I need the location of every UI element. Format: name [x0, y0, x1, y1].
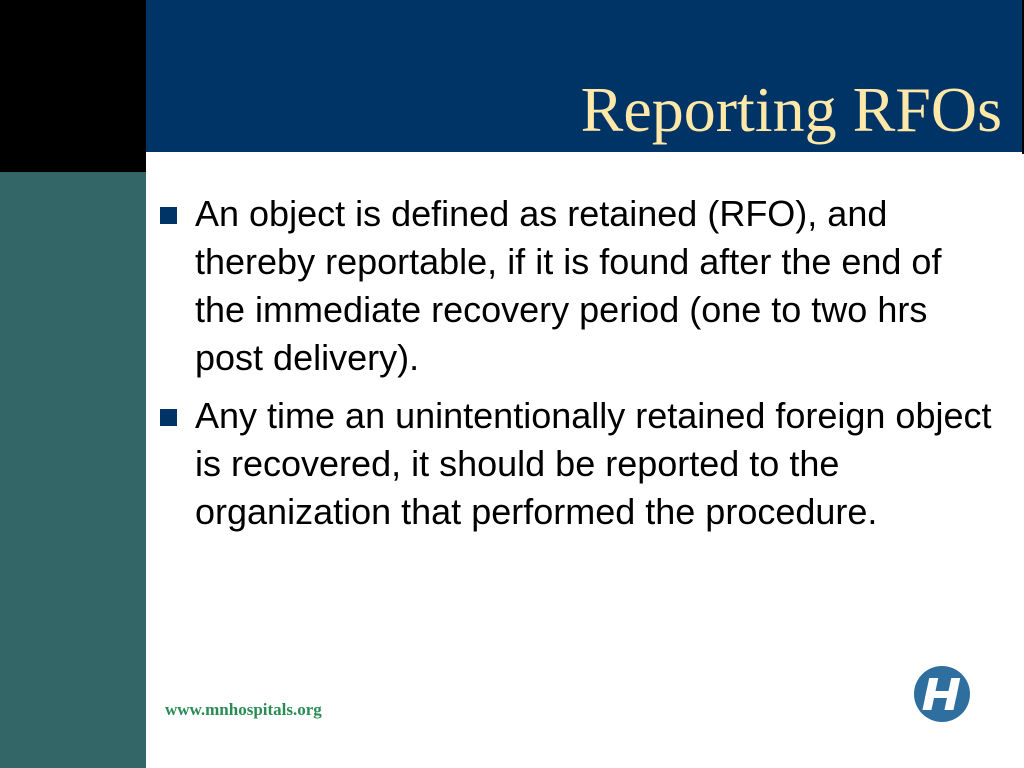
h-circle-logo-icon	[913, 665, 971, 723]
bullet-item	[160, 190, 1000, 382]
corner-block	[0, 0, 146, 172]
slide-title: Reporting RFOs	[580, 74, 1002, 145]
left-accent-bar	[0, 172, 146, 768]
title-bar	[146, 0, 1024, 154]
bullet-item	[160, 392, 1000, 536]
bullet-text: An object is defined as retained (RFO), and thereby reportable, if it is found after the end of the immediate recovery period (one to two hrs post delivery).	[195, 193, 942, 378]
footer-url: www.mnhospitals.org	[165, 700, 322, 719]
bullet-list	[160, 190, 1000, 546]
square-bullet-icon	[160, 409, 177, 426]
square-bullet-icon	[160, 207, 177, 224]
bullet-text: Any time an unintentionally retained foreign object is recovered, it should be reported to the organization that performed the procedure.	[195, 395, 992, 532]
